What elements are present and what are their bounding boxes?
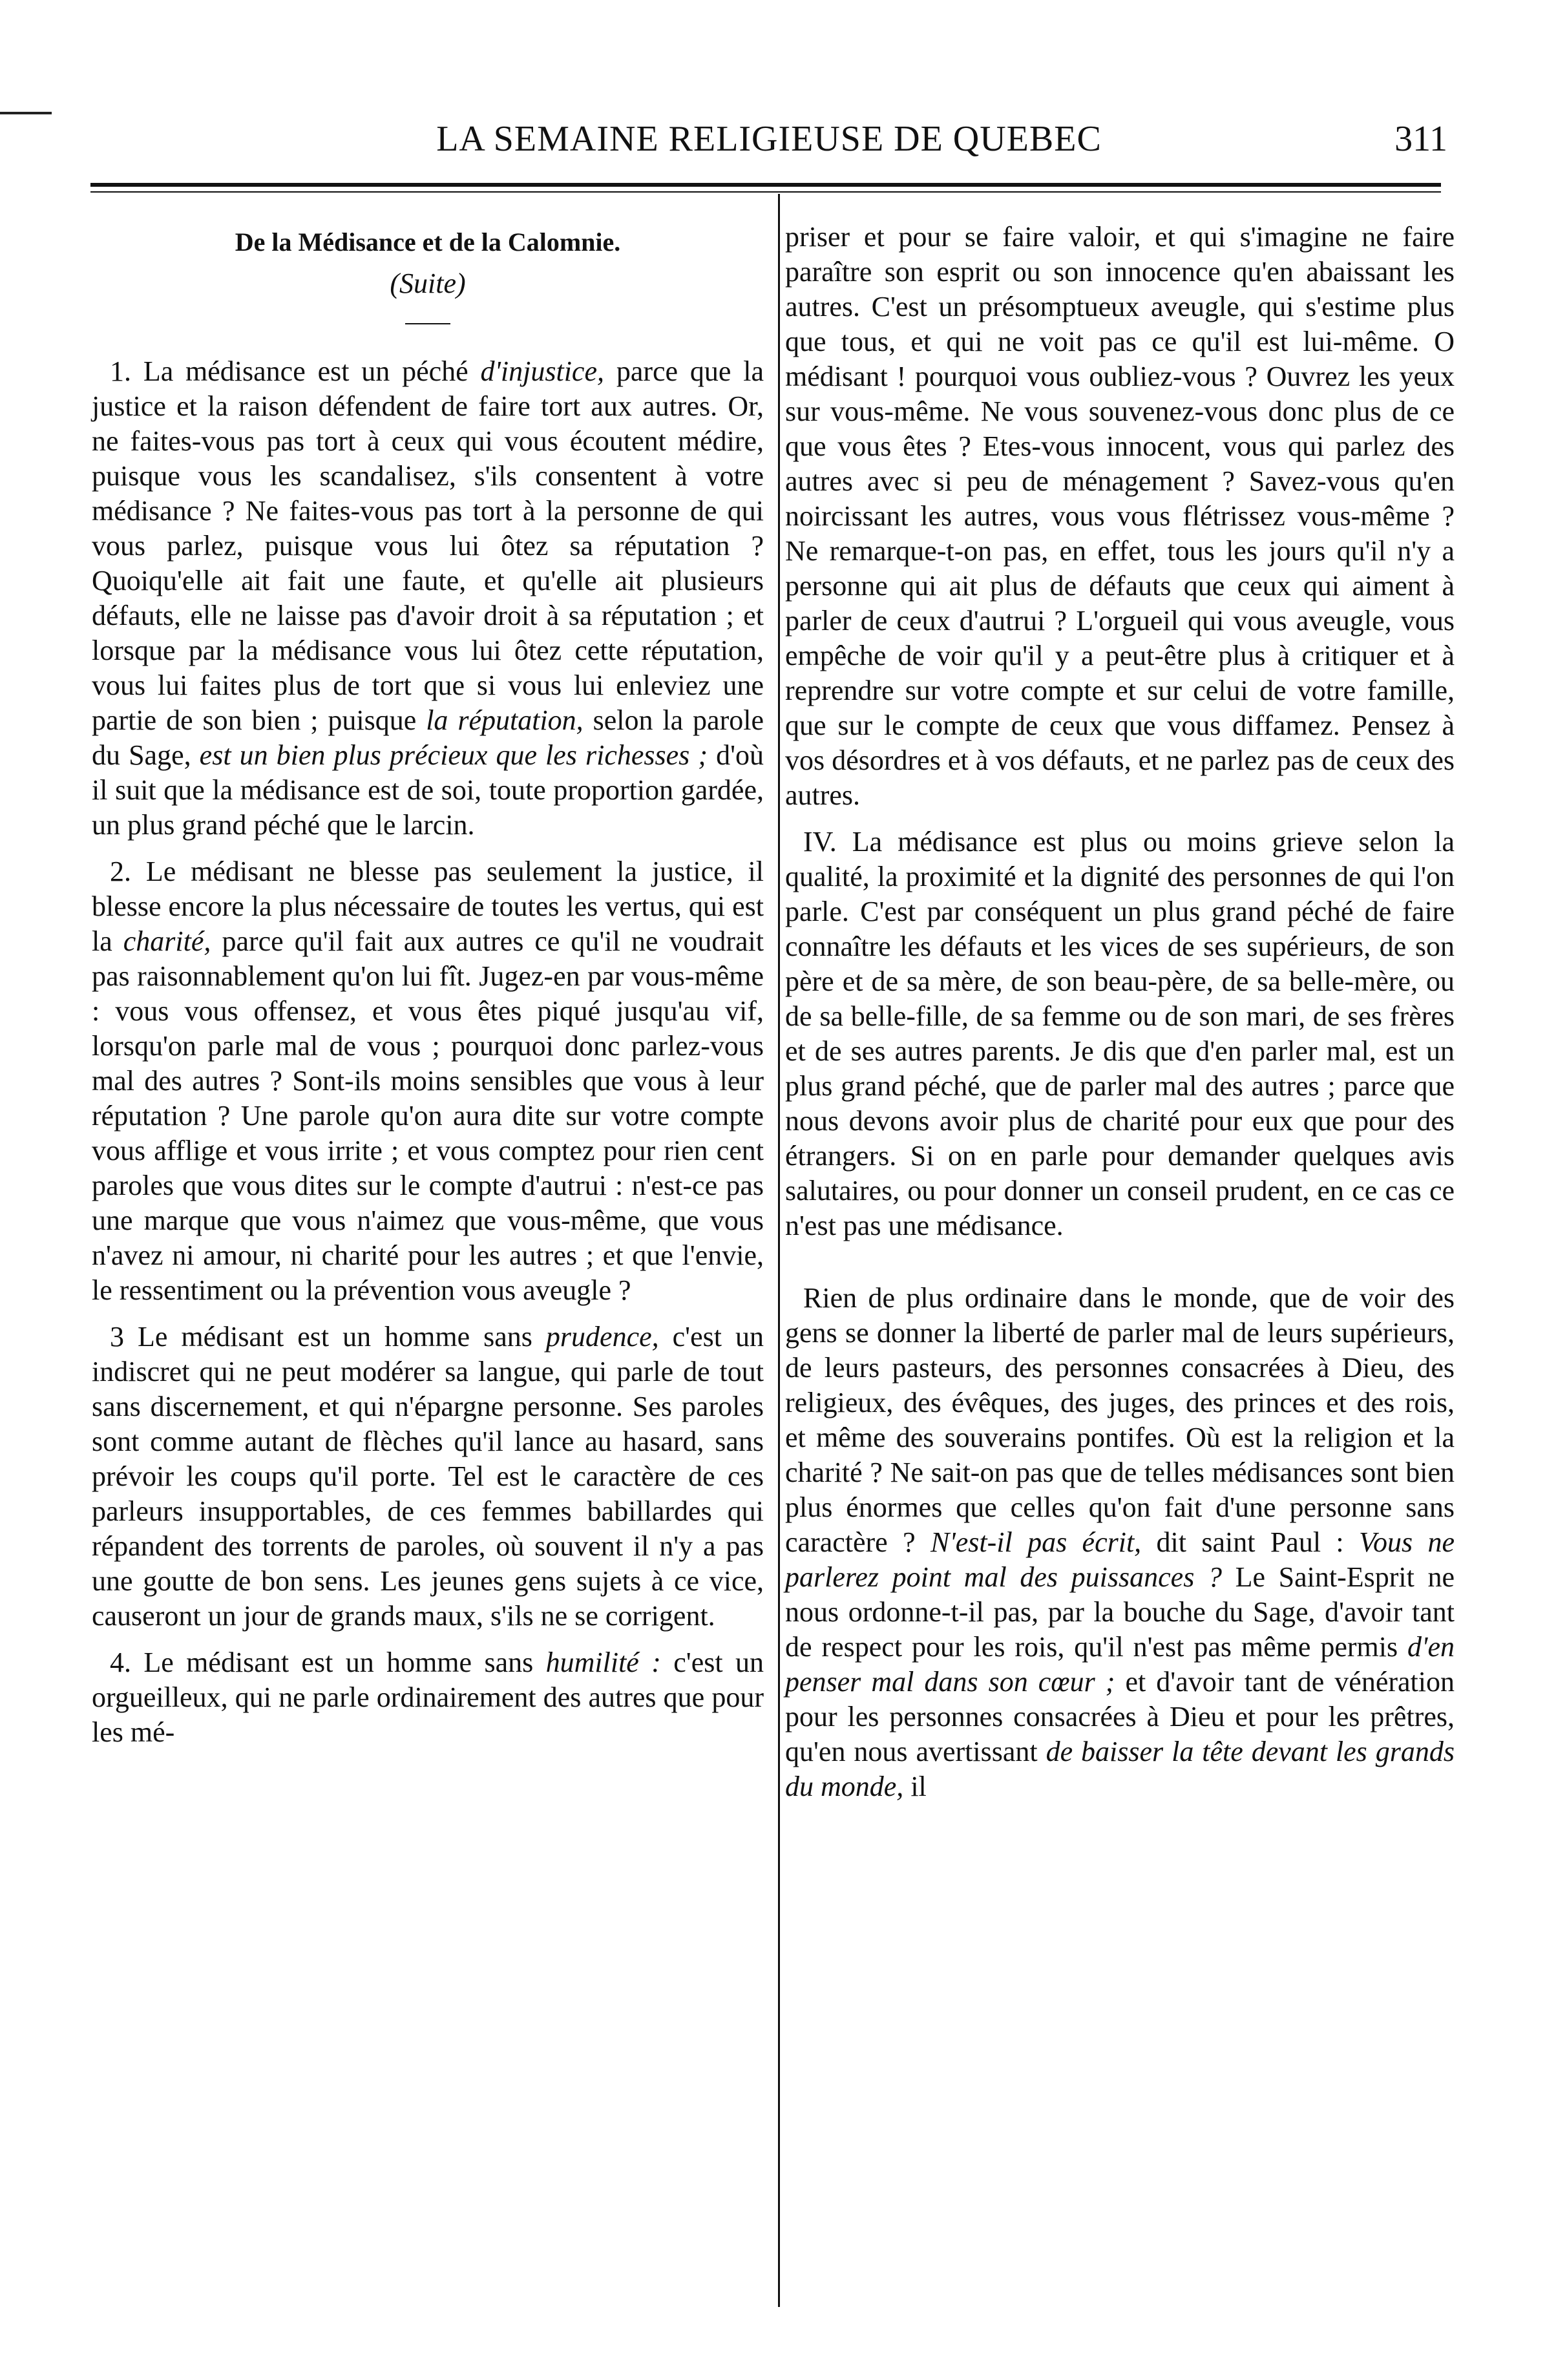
column-divider <box>778 194 780 2307</box>
paragraph-rien: Rien de plus ordinaire dans le monde, que de voir des gens se donner la liberté de parler mal de leurs supérieurs, de leurs pasteurs, des personnes consacrées à Dieu, des religieux, des évêques, des juges, des princes et des rois, et même des souverains pontifes. Où est la religion et la charité ? Ne sait-on pas que de telles médisances sont bien plus énormes que celles qu'on fait d'une personne sans caractère ? N'est-il pas écrit, dit saint Paul : Vous ne parlerez point mal des puissances ? Le Saint-Esprit ne nous ordonne-t-il pas, par la bouche du Sage, d'avoir tant de respect pour les rois, qu'il n'est pas même permis d'en penser mal dans son cœur ; et d'avoir tant de vénération pour les personnes consacrées à Dieu et pour les prêtres, qu'en nous avertissant de baisser la tête devant les grands du monde, il <box>785 1282 1455 1802</box>
scan-edge-mark <box>0 112 52 114</box>
paragraph-spacer <box>785 1255 1455 1281</box>
paragraph-1: 1. La médisance est un péché d'injustice, parce que la justice et la raison défendent de faire tort aux autres. Or, ne faites-vous pas tort à ceux qui vous écoutent médire, puisque vous les scandalisez, s'ils consentent à votre médisance ? Ne faites-vous pas tort à la personne de qui vous parlez, puisque vous lui ôtez sa réputation ? Quoiqu'elle ait fait une faute, et qu'elle ait plusieurs défauts, elle ne laisse pas d'avoir droit à sa réputation ; et lorsque par la médisance vous lui ôtez cette réputation, vous lui faites plus de tort que si vous lui enleviez une partie de son bien ; puisque la réputation, selon la parole du Sage, est un bien plus précieux que les richesses ; d'où il suit que la médisance est de soi, toute proportion gardée, un plus grand péché que le larcin. <box>92 355 764 841</box>
article-title: De la Médisance et de la Calomnie. <box>235 227 621 257</box>
article-subtitle: (Suite) <box>390 268 466 299</box>
paragraph-3: 3 Le médisant est un homme sans prudence, c'est un indiscret qui ne peut modérer sa langue, qui parle de tout sans discernement, et qui n'épargne personne. Ses paroles sont comme autant de flèches qu'il lance au hasard, sans prévoir les coups qu'il porte. Tel est le caractère de ces parleurs insupportables, de ces femmes babillardes qui répandent des torrents de paroles, où souvent il n'y a pas une goutte de bon sens. Les jeunes gens sujets à ce vice, causeront un jour de grands maux, s'ils ne se corrigent. <box>92 1321 764 1632</box>
publication-title: LA SEMAINE RELIGIEUSE DE QUEBEC <box>436 119 1102 159</box>
paragraph-4: 4. Le médisant est un homme sans humilité : c'est un orgueilleux, qui ne parle ordinairement des autres que pour les mé- <box>92 1647 764 1748</box>
running-head <box>90 113 1447 165</box>
header-rule-thick <box>90 183 1441 187</box>
left-column <box>92 220 764 1762</box>
right-column <box>785 220 1455 1816</box>
paragraph-continued: priser et pour se faire valoir, et qui s'imagine ne faire paraître son esprit ou son innocence qu'en abaissant les autres. C'est un présomptueux aveugle, qui s'estime plus que tous, et qui ne voit pas ce qu'il est lui-même. O médisant ! pourquoi vous oubliez-vous ? Ouvrez les yeux sur vous-même. Ne vous souvenez-vous donc plus de ce que vous êtes ? Etes-vous innocent, vous qui parlez des autres avec si peu de ménagement ? Savez-vous qu'en noircissant les autres, vous vous flétrissez vous-même ? Ne remarque-t-on pas, en effet, tous les jours qu'il n'y a personne qui ait plus de défauts que ceux qui aiment à parler de ceux d'autrui ? L'orgueil qui vous aveugle, vous empêche de voir qu'il y a peut-être plus à critiquer et à reprendre sur votre compte et sur celui de votre famille, que sur le compte de ceux que vous diffamez. Pensez à vos désordres et à vos défauts, et ne parlez pas de ceux des autres. <box>785 221 1455 811</box>
title-dash-divider <box>405 323 450 324</box>
paragraph-2: 2. Le médisant ne blesse pas seulement la justice, il blesse encore la plus nécessaire de toutes les vertus, qui est la charité, parce qu'il fait aux autres ce qu'il ne voudrait pas raisonnablement qu'on lui fît. Jugez-en par vous-même : vous vous offensez, et vous êtes piqué jusqu'au vif, lorsqu'on parle mal de vous ; pourquoi donc parlez-vous mal des autres ? Sont-ils moins sensibles que vous à leur réputation ? Une parole qu'on aura dite sur votre compte vous afflige et vous irrite ; et vous comptez pour rien cent paroles que vous dites sur le compte d'autrui : n'est-ce pas une marque que vous n'aimez que vous-même, que vous n'avez ni amour, ni charité pour les autres ; et que l'envie, le ressentiment ou la prévention vous aveugle ? <box>92 856 764 1306</box>
page-number: 311 <box>1394 119 1447 159</box>
paragraph-iv: IV. La médisance est plus ou moins grieve selon la qualité, la proximité et la dignité des personnes de qui l'on parle. C'est par conséquent un plus grand péché de faire connaître les défauts et les vices de ses supérieurs, de son père et de sa mère, de son beau-père, de sa belle-mère, ou de sa belle-fille, de sa femme ou de son mari, de ses frères et de ses autres parents. Je dis que d'en parler mal, est un plus grand péché, que de parler mal des autres ; parce que nous devons avoir plus de charité pour eux que pour des étrangers. Si on en parle pour demander quelques avis salutaires, ou pour donner un conseil prudent, en ce cas ce n'est pas une médisance. <box>785 826 1455 1241</box>
header-rule-thin <box>90 191 1441 193</box>
